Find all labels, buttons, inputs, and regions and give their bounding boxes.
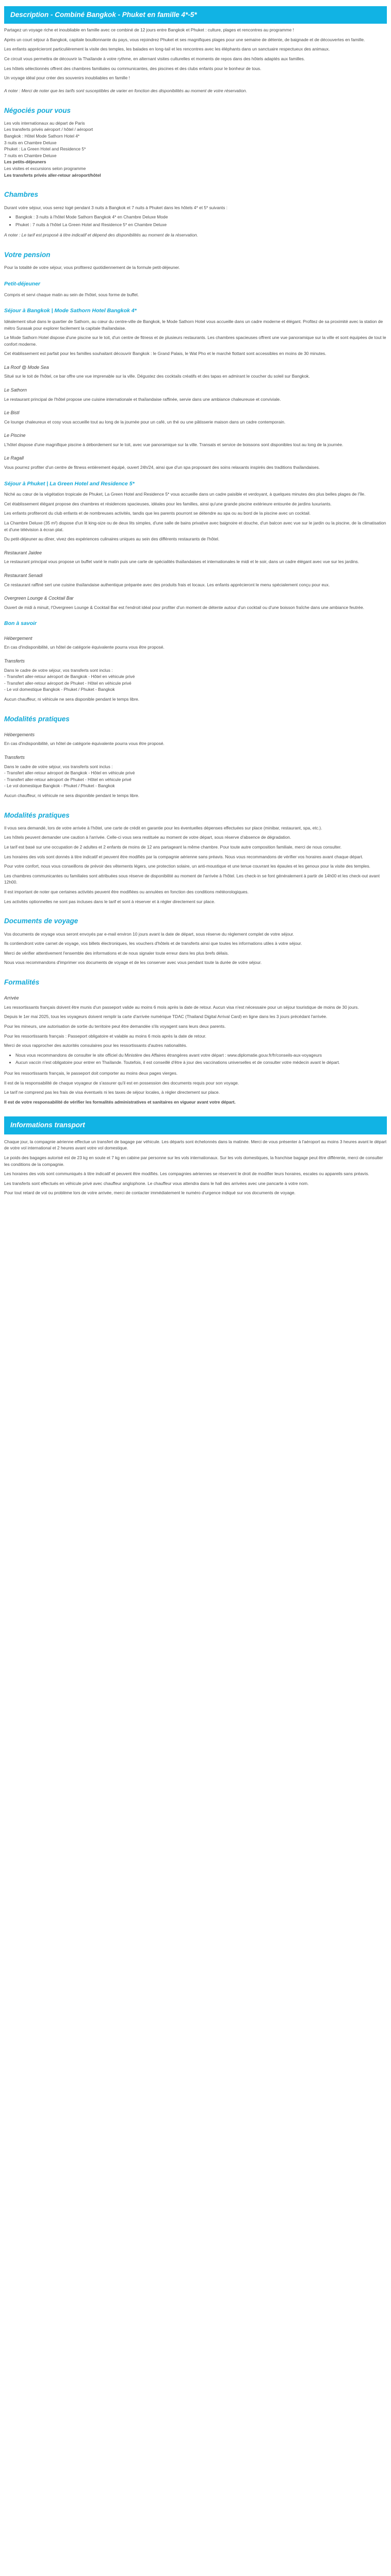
bon-sub-heading: Hébergement — [4, 635, 32, 641]
formalites-after: Pour les ressortissants français, le passeport doit comporter au moins deux pages vierges. — [4, 1070, 178, 1076]
modalites-2-paragraph: Il est important de noter que certaines activités peuvent être modifiées ou annulées en fonction des conditions météorologiques. — [4, 889, 249, 895]
intro-paragraph: Partagez un voyage riche et inoubliable en famille avec ce combiné de 12 jours entre Bangkok et Phuket : culture, plages et rencontres au programme ! — [4, 27, 294, 33]
formalites-paragraph: Depuis le 1er mai 2025, tous les voyageurs doivent remplir la carte d'arrivée numérique TDAC (Thailand Digital Arrival Card) en ligne dans les 3 jours précédant l'arrivée. — [4, 1014, 328, 1020]
modalites-2-paragraph: Le tarif est basé sur une occupation de 2 adultes et 2 enfants de moins de 12 ans partageant la même chambre. Pour toute autre composition familiale, merci de nous consulter. — [4, 844, 342, 850]
modalites-2-heading: Modalités pratiques — [4, 811, 70, 819]
negocies-line: Bangkok : Hôtel Mode Sathorn Hotel 4* — [4, 133, 80, 139]
formalites-list — [4, 1052, 387, 1066]
bon-line: - Transfert aller-retour aéroport de Bangkok - Hôtel en véhicule privé — [4, 674, 135, 680]
negocies-line: Les visites et excursions selon programme — [4, 166, 86, 172]
negocies-list — [4, 120, 387, 178]
bkk-sub-heading: Le Ragall — [4, 455, 24, 461]
petitdej-heading: Petit-déjeuner — [4, 280, 41, 287]
intro-paragraph: Les enfants apprécieront particulièrement la visite des temples, les balades en long-tail et les rencontres avec les éléphants dans un sanctuaire respectueux des animaux. — [4, 46, 330, 52]
intro-section — [4, 27, 387, 94]
sejour-phuket-paragraph: Du petit-déjeuner au dîner, vivez des expériences culinaires uniques au sein des différents restaurants de l'hôtel. — [4, 536, 220, 542]
formalites-bullet: • Nous vous recommandons de consulter le site officiel du Ministère des Affaires étrangères avant votre départ : www.diplomatie.gouv.fr/fr/conseils-aux-voyageurs — [15, 1052, 387, 1059]
bkk-sub-heading: La Roof @ Mode Sea — [4, 364, 49, 370]
intro-note: A noter : Merci de noter que les tarifs sont susceptibles de varier en fonction des disponibilités au moment de votre réservation. — [4, 88, 247, 93]
modalites-line: - Transfert aller-retour aéroport de Bangkok - Hôtel en véhicule privé — [4, 770, 135, 776]
page-title: Description - Combiné Bangkok - Phuket en famille 4*-5* — [4, 6, 387, 24]
chambres-text: Durant votre séjour, vous serez logé pendant 3 nuits à Bangkok et 7 nuits à Phuket dans les hôtels 4* et 5* suivants : — [4, 205, 227, 210]
formalites-paragraph: Les ressortissants français doivent être munis d'un passeport valide au moins 6 mois après la date de retour. Aucun visa n'est nécessaire pour un séjour touristique de moins de 30 jours. — [4, 1004, 359, 1010]
modalites-sub-heading: Transferts — [4, 755, 25, 760]
modalites-2-paragraph: Les hôtels peuvent demander une caution à l'arrivée. Celle-ci vous sera restituée au moment de votre départ, sous réserve d'absence de dégradation. — [4, 835, 291, 840]
intro-paragraph: Ce circuit vous permettra de découvrir la Thaïlande à votre rythme, en alternant visites culturelles et moments de repos dans des hôtels adaptés aux familles. — [4, 56, 305, 62]
bkk-sub-text: L'hôtel dispose d'une magnifique piscine à débordement sur le toit, avec vue panoramique sur la ville. Transats et service de boissons sont disponibles tout au long de la journée. — [4, 442, 344, 447]
bon-note: Aucun chauffeur, ni véhicule ne sera disponible pendant le temps libre. — [4, 697, 139, 702]
bkk-sub-text: Vous pourrez profiter d'un centre de fitness entièrement équipé, ouvert 24h/24, ainsi que d'un spa proposant des soins relaxants inspirés des traditions thaïlandaises. — [4, 464, 320, 470]
modalites-2-paragraph: Les chambres communicantes ou familiales sont attribuées sous réserve de disponibilité au moment de l'arrivée à l'hôtel. Les check-in se font généralement à partir de 14h00 et les check-out avant 12h00. — [4, 873, 380, 885]
intro-paragraph: Après un court séjour à Bangkok, capitale bouillonnante du pays, vous rejoindrez Phuket et ses magnifiques plages pour une semaine de détente, de baignade et de découvertes en famille. — [4, 37, 365, 42]
modalites-line: - Le vol domestique Bangkok - Phuket / Phuket - Bangkok — [4, 783, 115, 789]
formalites-bold-note: Il est de votre responsabilité de vérifier les formalités administratives et sanitaires en vigueur avant votre départ. — [4, 1099, 236, 1105]
phk-sub-text: Ce restaurant raffiné sert une cuisine thaïlandaise authentique préparée avec des produits frais et locaux. Les enfants apprécieront le menu spécialement conçu pour eux. — [4, 582, 330, 587]
intro-paragraph: Les hôtels sélectionnés offrent des chambres familiales ou communicantes, des piscines et des clubs enfants pour le bonheur de tous. — [4, 65, 262, 71]
bkk-sub-heading: Le Piscine — [4, 433, 26, 438]
sejour-phuket-heading: Séjour à Phuket | La Green Hotel and Residence 5* — [4, 480, 135, 487]
formalites-sub-heading: Arrivée — [4, 995, 19, 1001]
chambres-list — [4, 214, 387, 228]
negocies-line: Les petits-déjeuners — [4, 159, 46, 165]
phk-sub-text: Le restaurant principal vous propose un buffet varié le matin puis une carte de spécialités thaïlandaises et internationales le midi et le soir, dans un cadre élégant avec vue sur les jardins. — [4, 559, 359, 565]
bon-line: Dans le cadre de votre séjour, vos transferts sont inclus : — [4, 667, 113, 673]
bon-text: En cas d'indisponibilité, un hôtel de catégorie équivalente pourra vous être proposé. — [4, 645, 165, 650]
formalites-after: Le tarif ne comprend pas les frais de visa éventuels ni les taxes de séjour locales, à régler directement sur place. — [4, 1090, 220, 1095]
phk-sub-heading: Overgreen Lounge & Cocktail Bar — [4, 596, 74, 601]
modalites-sub-heading: Hébergements — [4, 732, 35, 737]
pension-text: Pour la totalité de votre séjour, vous profiterez quotidiennement de la formule petit-déjeuner. — [4, 265, 180, 270]
bkk-sub-heading: Le Bistl — [4, 410, 20, 416]
modalites-2-paragraph: Les horaires des vols sont donnés à titre indicatif et peuvent être modifiés par la compagnie aérienne sans préavis. Nous vous recommandons de vérifier vos horaires avant chaque départ. — [4, 854, 363, 859]
informations-paragraph: Le poids des bagages autorisé est de 23 kg en soute et 7 kg en cabine par personne sur les vols internationaux. Sur les vols domestiques, la franchise bagage peut être différente, merci de consulter les conditions de la compagnie. — [4, 1155, 383, 1167]
bkk-sub-text: Situé sur le toit de l'hôtel, ce bar offre une vue imprenable sur la ville. Dégustez des cocktails créatifs et des tapas en admirant le coucher du soleil sur Bangkok. — [4, 374, 310, 379]
sejour-bangkok-paragraph: Le Mode Sathorn Hotel dispose d'une piscine sur le toit, d'un centre de fitness et de plusieurs restaurants. Les chambres spacieuses offrent une vue panoramique sur la ville et sont équipées de tout le confort moderne. — [4, 335, 386, 347]
documents-paragraph: Nous vous recommandons d'imprimer vos documents de voyage et de les conserver avec vous pendant toute la durée de votre séjour. — [4, 960, 262, 965]
sejour-phuket-paragraph: Cet établissement élégant propose des chambres et résidences spacieuses, idéales pour les familles, ainsi qu'une grande piscine extérieure entourée de jardins luxuriants. — [4, 501, 332, 506]
negocies-line: Phuket : La Green Hotel and Residence 5* — [4, 146, 86, 152]
bkk-sub-text: Ce lounge chaleureux et cosy vous accueille tout au long de la journée pour un café, un thé ou une pâtisserie maison dans un cadre contemporain. — [4, 419, 286, 425]
informations-paragraph: Les transferts sont effectués en véhicule privé avec chauffeur anglophone. Le chauffeur vous attendra dans le hall des arrivées avec une pancarte à votre nom. — [4, 1180, 309, 1186]
chambres-note: A noter : Le tarif est proposé à titre indicatif et dépend des disponibilités au moment de la réservation. — [4, 232, 198, 238]
pension-heading: Votre pension — [4, 250, 51, 259]
modalites-2-paragraph: Il vous sera demandé, lors de votre arrivée à l'hôtel, une carte de crédit en garantie pour les éventuelles dépenses effectuées sur place (minibar, restaurant, spa, etc.). — [4, 825, 322, 831]
modalites-2-paragraph: Pour votre confort, nous vous conseillons de prévoir des vêtements légers, une protection solaire, un anti-moustique et une tenue couvrant les épaules et les genoux pour la visite des temples. — [4, 863, 370, 869]
bkk-sub-text: Le restaurant principal de l'hôtel propose une cuisine internationale et thaïlandaise raffinée, servie dans une ambiance chaleureuse et conviviale. — [4, 396, 281, 402]
modalites-2-paragraph: Les activités optionnelles ne sont pas incluses dans le tarif et sont à réserver et à régler directement sur place. — [4, 899, 216, 904]
page-content — [0, 0, 391, 1196]
sejour-phuket-paragraph: La Chambre Deluxe (35 m²) dispose d'un lit king-size ou de deux lits simples, d'une salle de bains privative avec baignoire et douche, d'un balcon avec vue sur le jardin ou la piscine, de la climatisation et d'une télévision à écran plat. — [4, 520, 386, 532]
negocies-line: Les transferts privés aéroport / hôtel / aéroport — [4, 127, 93, 132]
documents-heading: Documents de voyage — [4, 917, 78, 925]
bon-sub-heading: Transferts — [4, 658, 25, 664]
formalites-heading: Formalités — [4, 978, 40, 986]
modalites-heading: Modalités pratiques — [4, 715, 70, 723]
negocies-line: Les vols internationaux au départ de Paris — [4, 120, 85, 126]
documents-paragraph: Merci de vérifier attentivement l'ensemble des informations et de nous signaler toute erreur dans les plus brefs délais. — [4, 950, 229, 956]
informations-paragraph: Les horaires des vols sont communiqués à titre indicatif et peuvent être modifiés. Les compagnies aériennes se réservent le droit de modifier leurs horaires, escales ou appareils sans préavis. — [4, 1171, 369, 1177]
phk-sub-heading: Restaurant Jaidee — [4, 550, 42, 555]
petitdej-text: Compris et servi chaque matin au sein de l'hôtel, sous forme de buffet. — [4, 292, 139, 297]
bkk-sub-heading: Le Sathorn — [4, 387, 27, 393]
phk-sub-text: Ouvert de midi à minuit, l'Overgreen Lounge & Cocktail Bar est l'endroit idéal pour profiter d'un moment de détente autour d'un cocktail ou d'une boisson fraîche dans une ambiance feutrée. — [4, 604, 364, 610]
informations-paragraph: Chaque jour, la compagnie aérienne effectue un transfert de bagage par véhicule. Les départs sont échelonnés dans la matinée. Merci de vous présenter à l'aéroport au moins 3 heures avant le départ de votre vol international et 2 heures avant votre vol domestique. — [4, 1139, 387, 1151]
documents-paragraph: Vos documents de voyage vous seront envoyés par e-mail environ 10 jours avant la date de départ, sous réserve du règlement complet de votre séjour. — [4, 931, 294, 937]
modalites-text: En cas d'indisponibilité, un hôtel de catégorie équivalente pourra vous être proposé. — [4, 741, 165, 747]
informations-transport-heading: Informations transport — [4, 1116, 387, 1134]
chambres-item: • Bangkok : 3 nuits à l'hôtel Mode Sathorn Bangkok 4* en Chambre Deluxe Mode — [15, 214, 387, 221]
sejour-bangkok-paragraph: Cet établissement est parfait pour les familles souhaitant découvrir Bangkok : le Grand Palais, le Wat Pho et le marché flottant sont accessibles en moins de 30 minutes. — [4, 351, 327, 357]
formalites-after: Il est de la responsabilité de chaque voyageur de s'assurer qu'il est en possession des documents requis pour son voyage. — [4, 1080, 239, 1086]
sejour-phuket-paragraph: Niché au cœur de la végétation tropicale de Phuket, La Green Hotel and Residence 5* vous accueille dans un cadre paisible et verdoyant, à quelques minutes des plus belles plages de l'île. — [4, 492, 366, 497]
chambres-item: • Phuket : 7 nuits à l'hôtel La Green Hotel and Residence 5* en Chambre Deluxe — [15, 222, 387, 228]
modalites-line: - Transfert aller-retour aéroport de Phuket - Hôtel en véhicule privé — [4, 776, 132, 782]
negocies-line: 7 nuits en Chambre Deluxe — [4, 152, 57, 158]
sejour-bangkok-paragraph: Idéalement situé dans le quartier de Sathorn, au cœur du centre-ville de Bangkok, le Mode Sathorn Hotel vous accueille dans un cadre moderne et élégant. Profitez de sa proximité avec la station de métro Surasak pour explorer facilement la capitale thaïlandaise. — [4, 318, 383, 331]
bon-a-savoir-heading: Bon à savoir — [4, 620, 37, 627]
formalites-bullet: • Aucun vaccin n'est obligatoire pour entrer en Thaïlande. Toutefois, il est conseillé d'être à jour des vaccinations universelles et de consulter votre médecin avant le départ. — [15, 1059, 387, 1066]
negocies-line: 3 nuits en Chambre Deluxe — [4, 140, 57, 145]
informations-paragraph: Pour tout retard de vol ou problème lors de votre arrivée, merci de contacter immédiatement le numéro d'urgence indiqué sur vos documents de voyage. — [4, 1190, 296, 1196]
negocies-line: Les transferts privés aller-retour aéroport/hôtel — [4, 172, 101, 178]
chambres-heading: Chambres — [4, 191, 39, 199]
bon-line: - Le vol domestique Bangkok - Phuket / Phuket - Bangkok — [4, 687, 115, 692]
sejour-bangkok-heading: Séjour à Bangkok | Mode Sathorn Hotel Bangkok 4* — [4, 308, 137, 314]
intro-paragraph: Un voyage idéal pour créer des souvenirs inoubliables en famille ! — [4, 75, 130, 81]
negocies-heading: Négociés pour vous — [4, 106, 71, 114]
modalites-line: Dans le cadre de votre séjour, vos transferts sont inclus : — [4, 764, 113, 769]
formalites-paragraph: Pour les mineurs, une autorisation de sortie du territoire peut être demandée s'ils voyagent sans leurs deux parents. — [4, 1023, 226, 1029]
sejour-phuket-paragraph: Les enfants profiteront du club enfants et de nombreuses activités, tandis que les parents pourront se détendre au spa ou au bord de la piscine avec un cocktail. — [4, 511, 311, 516]
documents-paragraph: Ils contiendront votre carnet de voyage, vos billets électroniques, les vouchers d'hôtels et de transferts ainsi que toutes les informations utiles à votre séjour. — [4, 941, 302, 946]
formalites-paragraph: Merci de vous rapprocher des autorités consulaires pour les ressortissants d'autres nationalités. — [4, 1043, 187, 1048]
phk-sub-heading: Restaurant Senadi — [4, 573, 43, 579]
bon-line: - Transfert aller-retour aéroport de Phuket - Hôtel en véhicule privé — [4, 680, 132, 686]
modalites-note: Aucun chauffeur, ni véhicule ne sera disponible pendant le temps libre. — [4, 792, 139, 798]
formalites-paragraph: Pour les ressortissants français : Passeport obligatoire et valable au moins 6 mois après la date de retour. — [4, 1033, 206, 1039]
